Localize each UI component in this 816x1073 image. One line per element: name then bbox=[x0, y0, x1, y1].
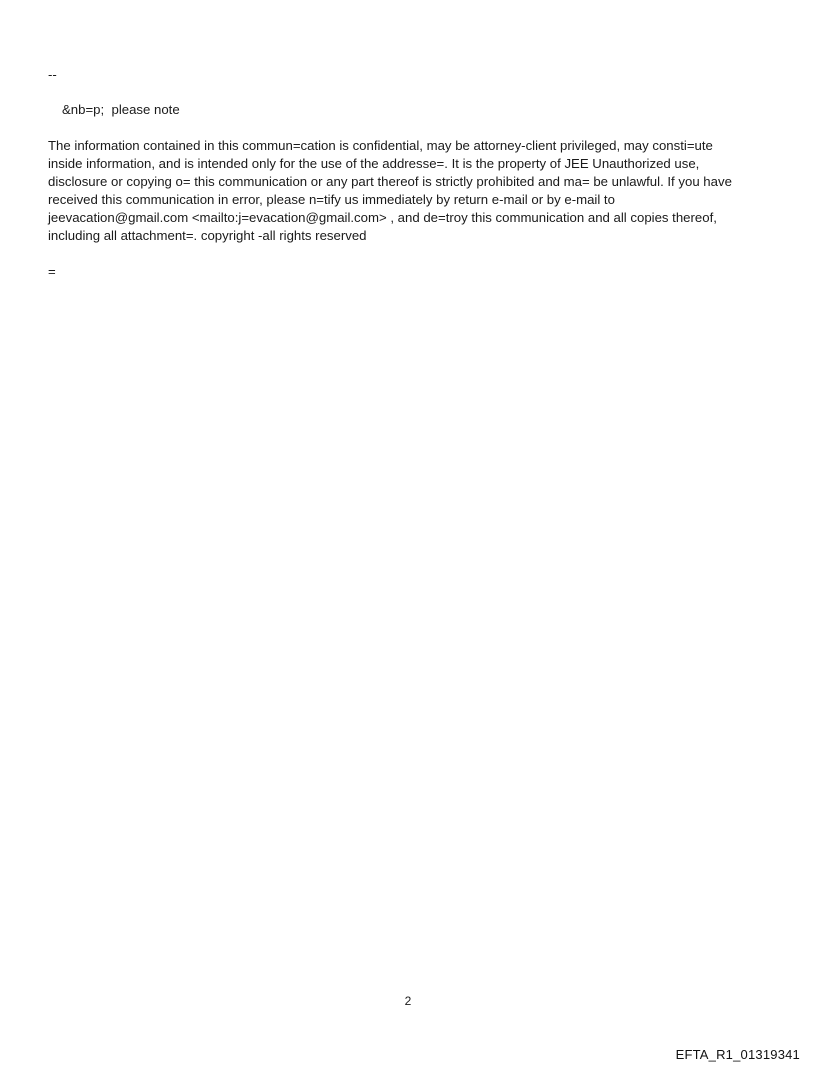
disclaimer-line: received this communication in error, please n=tify us immediately by return e-mail or by e-mail to bbox=[48, 192, 615, 207]
disclaimer-line: disclosure or copying o= this communication or any part thereof is strictly prohibited and ma= be unlawful. If you have bbox=[48, 174, 732, 189]
signature-separator: -- bbox=[48, 67, 57, 82]
page-number: 2 bbox=[404, 994, 412, 1008]
disclaimer-line: jeevacation@gmail.com <mailto:j=evacation@gmail.com> , and de=troy this communication and all copies thereof, bbox=[48, 210, 717, 225]
disclaimer-line: inside information, and is intended only for the use of the addresse=. It is the property of JEE Unauthorized use, bbox=[48, 156, 700, 171]
disclaimer-line: The information contained in this commun=cation is confidential, may be attorney-client privileged, may consti=ute bbox=[48, 138, 713, 153]
bates-number: EFTA_R1_01319341 bbox=[675, 1047, 800, 1062]
disclaimer-line: including all attachment=. copyright -all rights reserved bbox=[48, 228, 367, 243]
confidentiality-disclaimer bbox=[48, 137, 768, 245]
please-note-line: &nb=p; please note bbox=[62, 102, 180, 117]
trailing-equals: = bbox=[48, 264, 56, 279]
